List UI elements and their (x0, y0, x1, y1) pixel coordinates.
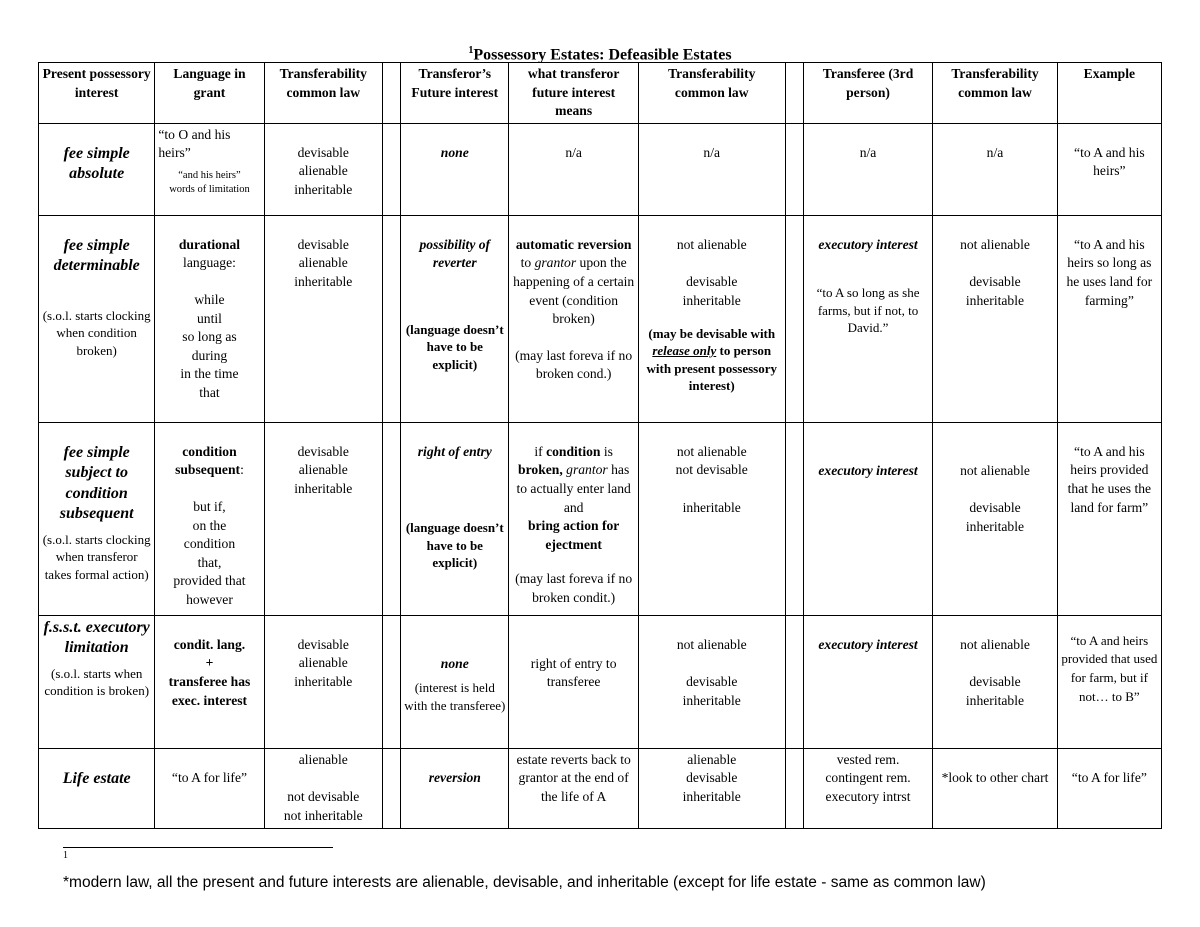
footnote-text: *modern law, all the present and future interests are alienable, devisable, and inheritable (except for life estate - same as common law) (63, 874, 986, 891)
language-cell: condit. lang. + transferee has exec. interest (155, 615, 264, 748)
transferee-cell: executory interest (803, 615, 932, 748)
transferability-cell: alienable not devisable not inheritable (264, 748, 382, 828)
meaning-cell: estate reverts back to grantor at the end of the life of A (509, 748, 638, 828)
present-interest-cell: fee simple subject to condition subsequent (s.o.l. starts clocking when transferor takes formal action) (39, 422, 155, 615)
transferee-cell: vested rem. contingent rem. executory intrst (803, 748, 932, 828)
present-interest-cell: fee simple determinable (s.o.l. starts clocking when condition broken) (39, 215, 155, 422)
future-interest-cell: none (interest is held with the transferee) (401, 615, 509, 748)
example-cell: “to A and his heirs provided that he uses the land for farm” (1057, 422, 1161, 615)
table-row (39, 422, 1162, 615)
column-gap (382, 748, 400, 828)
header-meaning: what transferor future interest means (509, 63, 638, 124)
transferability-cell: not alienable devisable inheritable (933, 615, 1057, 748)
column-gap (382, 422, 400, 615)
example-cell: “to A and heirs provided that used for farm, but if not… to B” (1057, 615, 1161, 748)
column-gap (382, 63, 400, 124)
table-row (39, 615, 1162, 748)
transferee-cell: n/a (803, 123, 932, 215)
header-transfer-present: Transferability common law (264, 63, 382, 124)
header-example: Example (1057, 63, 1161, 124)
transferability-cell: alienable devisable inheritable (638, 748, 785, 828)
column-gap (785, 215, 803, 422)
transferee-cell: executory interest (803, 422, 932, 615)
transferability-cell: devisable alienable inheritable (264, 123, 382, 215)
language-cell: durational language: while until so long as during in the time that (155, 215, 264, 422)
language-cell: “to A for life” (155, 748, 264, 828)
present-interest-cell: Life estate (39, 748, 155, 828)
future-interest-cell: right of entry (language doesn’t have to be explicit) (401, 422, 509, 615)
future-interest-cell: possibility of reverter (language doesn’t have to be explicit) (401, 215, 509, 422)
column-gap (382, 615, 400, 748)
transferability-cell: n/a (638, 123, 785, 215)
header-present: Present possessory interest (39, 63, 155, 124)
transferability-cell: devisable alienable inheritable (264, 422, 382, 615)
header-future: Transferor’s Future interest (401, 63, 509, 124)
table-row (39, 748, 1162, 828)
table-row (39, 123, 1162, 215)
header-language: Language in grant (155, 63, 264, 124)
transferee-cell: executory interest “to A so long as she farms, but if not, to David.” (803, 215, 932, 422)
future-interest-cell: none (401, 123, 509, 215)
transferability-cell: *look to other chart (933, 748, 1057, 828)
column-gap (785, 748, 803, 828)
example-cell: “to A and his heirs so long as he uses land for farming” (1057, 215, 1161, 422)
transferability-cell: not alienable devisable inheritable (638, 615, 785, 748)
column-gap (785, 123, 803, 215)
transferability-cell: not alienable devisable inheritable (933, 215, 1057, 422)
language-cell: “to O and his heirs” “and his heirs” words of limitation (155, 123, 264, 215)
meaning-cell: right of entry to transferee (509, 615, 638, 748)
present-interest-cell: fee simple absolute (39, 123, 155, 215)
estates-table (38, 62, 1162, 829)
footnote-marker: 1 (468, 45, 474, 56)
transferability-cell: not alienable devisable inheritable (933, 422, 1057, 615)
future-interest-cell: reversion (401, 748, 509, 828)
header-row (39, 63, 1162, 124)
transferability-cell: not alienable not devisable inheritable (638, 422, 785, 615)
column-gap (785, 63, 803, 124)
column-gap (382, 123, 400, 215)
transferability-cell: devisable alienable inheritable (264, 215, 382, 422)
header-transfer-transferee: Transferability common law (933, 63, 1057, 124)
footnote-separator (63, 847, 333, 848)
column-gap (785, 615, 803, 748)
meaning-cell: n/a (509, 123, 638, 215)
title-text: Possessory Estates: Defeasible Estates (473, 46, 732, 64)
footnote-number: 1 (63, 850, 68, 861)
present-interest-cell: f.s.s.t. executory limitation (s.o.l. starts when condition is broken) (39, 615, 155, 748)
table-row (39, 215, 1162, 422)
header-transferee: Transferee (3rd person) (803, 63, 932, 124)
language-cell: condition subsequent: but if, on the condition that, provided that however (155, 422, 264, 615)
example-cell: “to A for life” (1057, 748, 1161, 828)
header-transfer-future: Transferability common law (638, 63, 785, 124)
meaning-cell: if condition is broken, grantor has to actually enter land and bring action for ejectment (may last foreva if no broken condit.) (509, 422, 638, 615)
transferability-cell: n/a (933, 123, 1057, 215)
example-cell: “to A and his heirs” (1057, 123, 1161, 215)
column-gap (785, 422, 803, 615)
transferability-cell: not alienable devisable inheritable (may be devisable with release only to person with present possessory interest) (638, 215, 785, 422)
column-gap (382, 215, 400, 422)
transferability-cell: devisable alienable inheritable (264, 615, 382, 748)
meaning-cell: automatic reversion to grantor upon the happening of a certain event (condition broken) (may last foreva if no broken cond.) (509, 215, 638, 422)
